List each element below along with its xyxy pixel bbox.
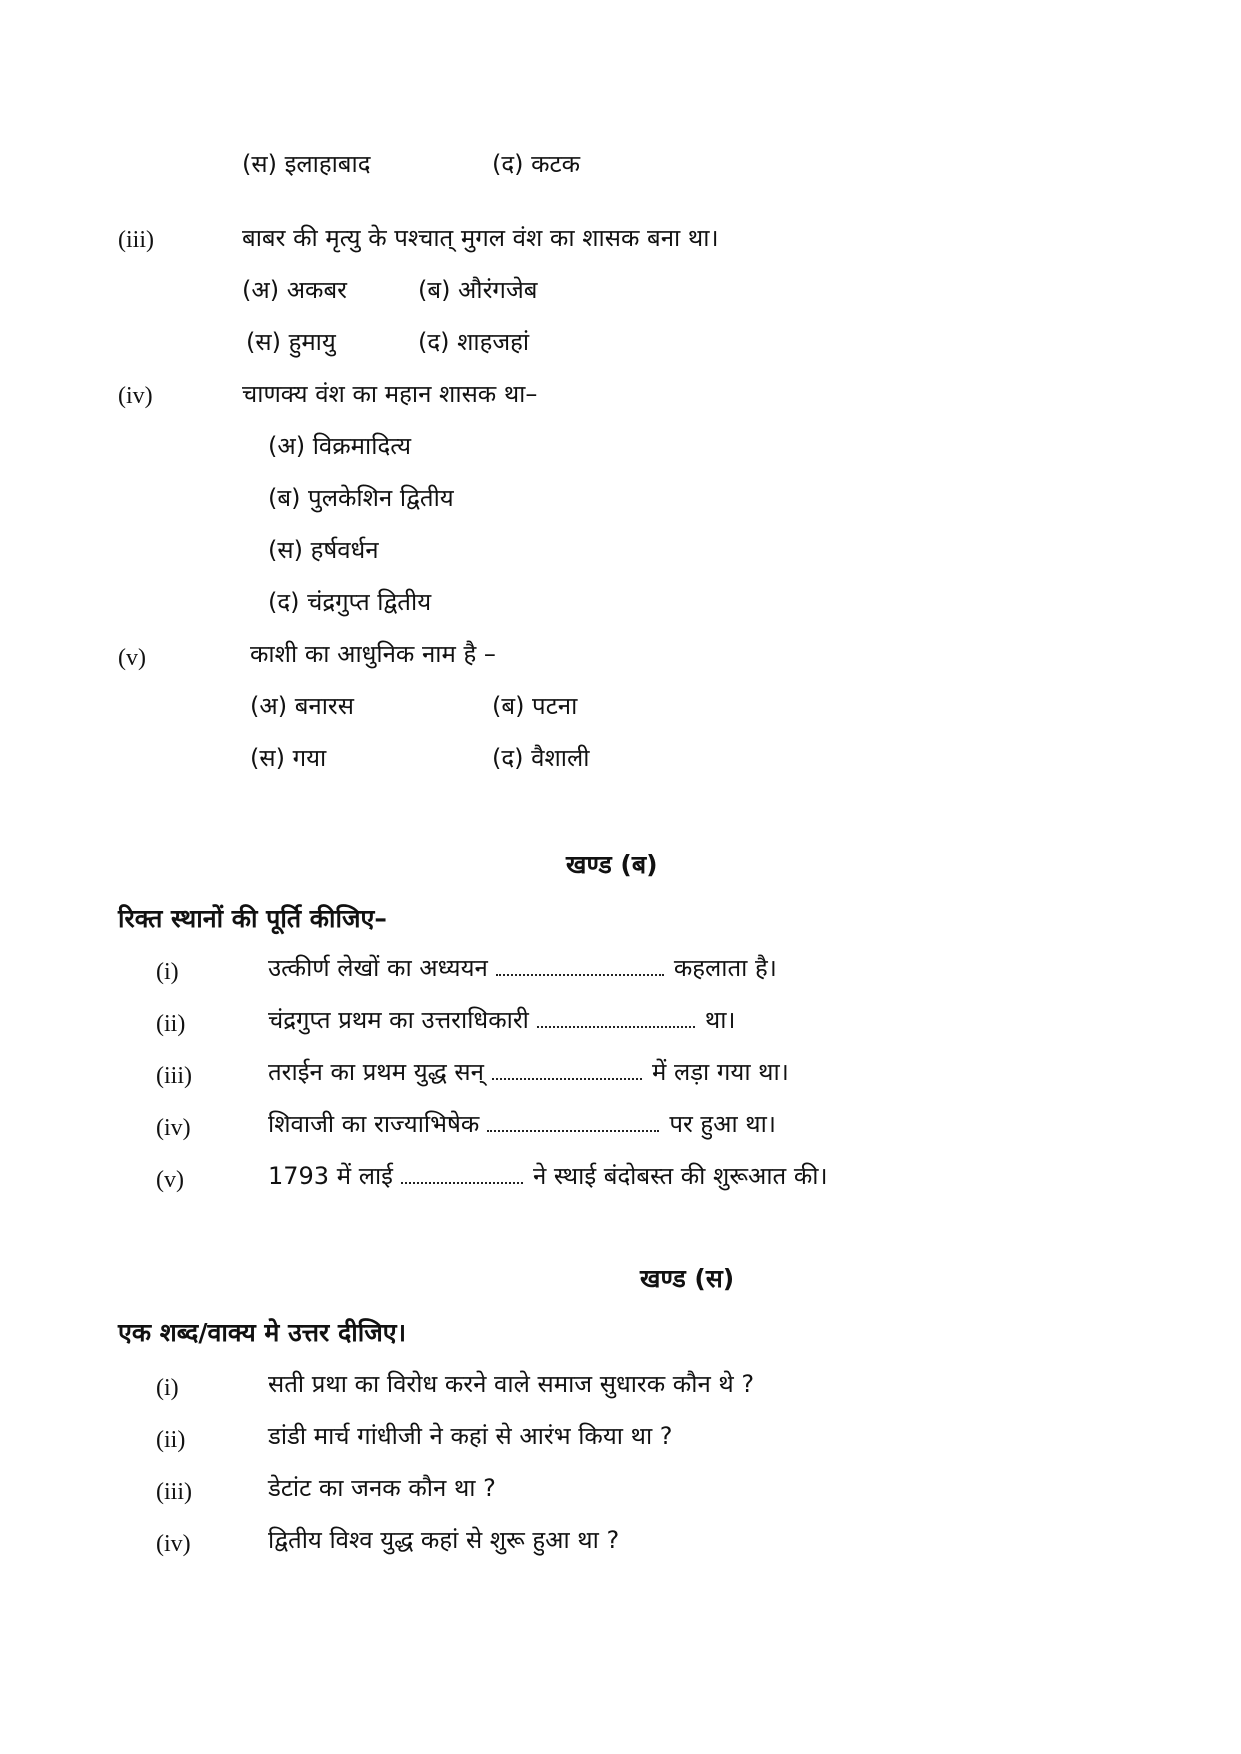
option-c: (स) हुमायु bbox=[246, 328, 336, 356]
blank-text-before: चंद्रगुप्त प्रथम का उत्तराधिकारी bbox=[268, 1006, 529, 1034]
q2-option-d: (द) कटक bbox=[492, 150, 581, 178]
section-c-title: खण्ड (स) bbox=[640, 1264, 735, 1293]
option-b: (ब) पुलकेशिन द्वितीय bbox=[268, 484, 454, 512]
q2-option-c: (स) इलाहाबाद bbox=[242, 150, 371, 178]
question-text: बाबर की मृत्यु के पश्चात् मुगल वंश का शासक बना था। bbox=[242, 224, 719, 252]
blank-number: (iv) bbox=[156, 1115, 191, 1141]
option-a: (अ) अकबर bbox=[242, 276, 347, 304]
question-number: (v) bbox=[118, 645, 146, 671]
option-d: (द) चंद्रगुप्त द्वितीय bbox=[268, 588, 432, 616]
section-b-instruction: रिक्त स्थानों की पूर्ति कीजिए– bbox=[118, 904, 387, 933]
question-text: चाणक्य वंश का महान शासक था– bbox=[242, 380, 538, 408]
short-answer-question: डेटांट का जनक कौन था ? bbox=[268, 1474, 496, 1502]
option-d: (द) शाहजहां bbox=[418, 328, 530, 356]
option-a: (अ) विक्रमादित्य bbox=[268, 432, 412, 460]
section-b-title: खण्ड (ब) bbox=[566, 850, 658, 879]
blank-text-before: तराईन का प्रथम युद्ध सन् bbox=[268, 1058, 484, 1086]
blank-number: (v) bbox=[156, 1167, 184, 1193]
fill-blank-item bbox=[268, 1112, 776, 1136]
blank-text-before: उत्कीर्ण लेखों का अध्ययन bbox=[268, 954, 488, 982]
blank-line bbox=[537, 1008, 695, 1028]
option-b: (ब) औरंगजेब bbox=[418, 276, 538, 304]
question-number: (i) bbox=[156, 1375, 179, 1401]
fill-blank-item bbox=[268, 1008, 736, 1032]
short-answer-question: डांडी मार्च गांधीजी ने कहां से आरंभ किया था ? bbox=[268, 1422, 673, 1450]
fill-blank-item bbox=[268, 1164, 828, 1188]
option-a: (अ) बनारस bbox=[250, 692, 354, 720]
question-number: (iii) bbox=[118, 227, 154, 253]
blank-line bbox=[487, 1112, 659, 1132]
question-number: (iv) bbox=[118, 383, 153, 409]
blank-line bbox=[492, 1060, 642, 1080]
fill-blank-item bbox=[268, 1060, 789, 1084]
fill-blank-item bbox=[268, 956, 777, 980]
blank-text-after: ने स्थाई बंदोबस्त की शुरूआत की। bbox=[532, 1162, 828, 1190]
question-number: (iv) bbox=[156, 1531, 191, 1557]
blank-text-after: पर हुआ था। bbox=[669, 1110, 776, 1138]
blank-text-after: कहलाता है। bbox=[673, 954, 777, 982]
blank-text-after: था। bbox=[704, 1006, 736, 1034]
option-b: (ब) पटना bbox=[492, 692, 578, 720]
question-number: (ii) bbox=[156, 1427, 186, 1453]
short-answer-question: द्वितीय विश्व युद्ध कहां से शुरू हुआ था ? bbox=[268, 1526, 620, 1554]
question-number: (iii) bbox=[156, 1479, 192, 1505]
blank-number: (iii) bbox=[156, 1063, 192, 1089]
option-c: (स) हर्षवर्धन bbox=[268, 536, 379, 564]
short-answer-question: सती प्रथा का विरोध करने वाले समाज सुधारक कौन थे ? bbox=[268, 1370, 755, 1398]
blank-line bbox=[401, 1164, 523, 1184]
blank-line bbox=[496, 956, 664, 976]
blank-text-after: में लड़ा गया था। bbox=[651, 1058, 789, 1086]
option-d: (द) वैशाली bbox=[492, 744, 590, 772]
section-c-instruction: एक शब्द/वाक्य मे उत्तर दीजिए। bbox=[118, 1318, 407, 1347]
blank-number: (ii) bbox=[156, 1011, 186, 1037]
question-text: काशी का आधुनिक नाम है – bbox=[250, 640, 496, 668]
blank-text-before: 1793 में लाई bbox=[268, 1162, 393, 1190]
option-c: (स) गया bbox=[250, 744, 327, 772]
blank-number: (i) bbox=[156, 959, 179, 985]
blank-text-before: शिवाजी का राज्याभिषेक bbox=[268, 1110, 480, 1138]
